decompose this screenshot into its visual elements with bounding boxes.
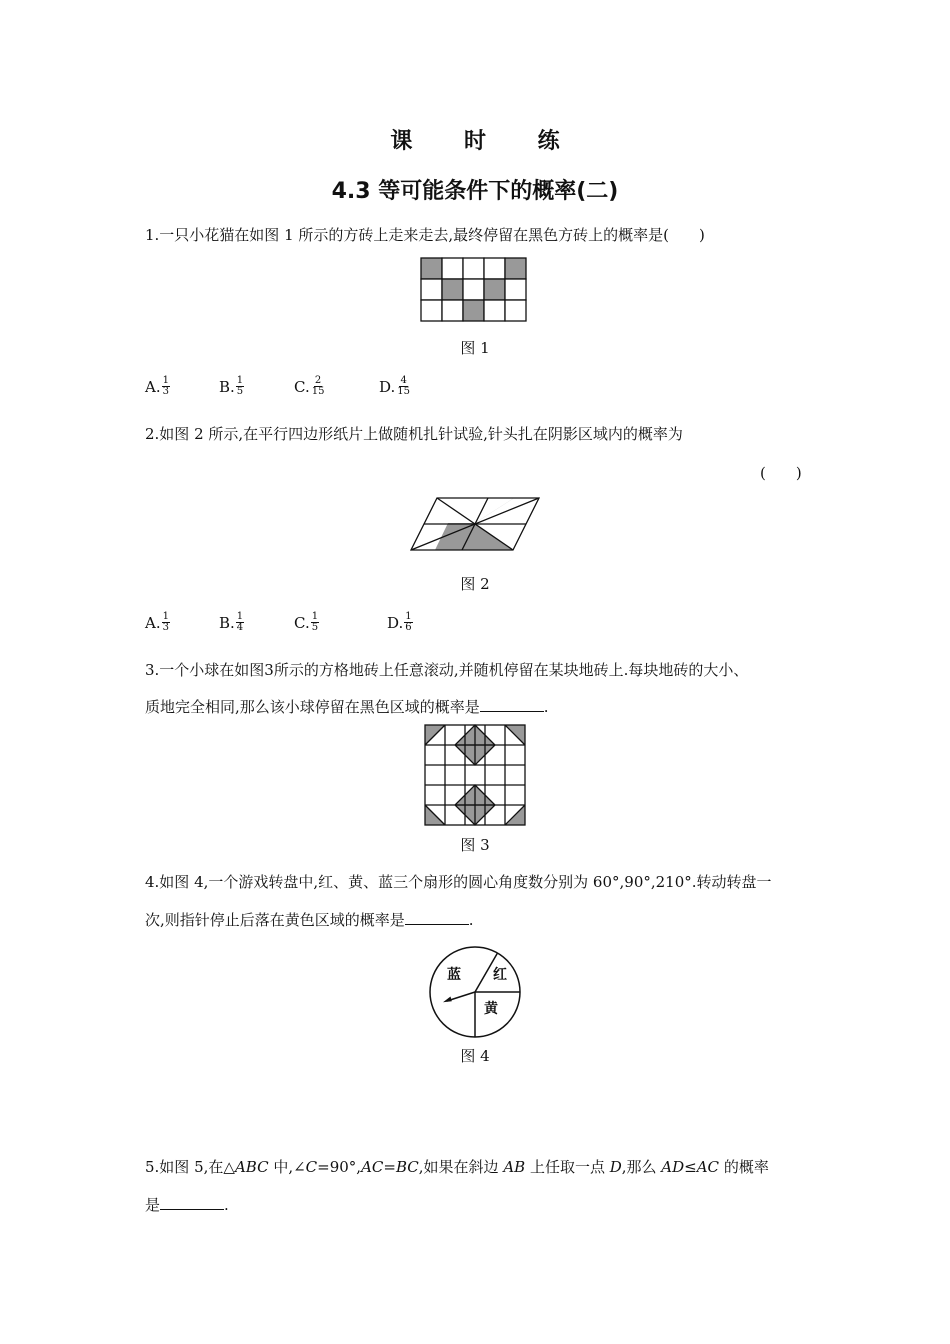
answer-blank[interactable] (405, 910, 469, 925)
q2-option-c[interactable]: C. $\frac{1}{5}$ (294, 611, 319, 633)
fraction: $\frac{2}{15}$ (311, 375, 325, 397)
fraction: $\frac{1}{6}$ (405, 611, 412, 633)
fraction: $\frac{1}{5}$ (236, 375, 244, 397)
sector-label-red: 红 (493, 967, 507, 983)
question-3-line-1: 3.一个小球在如图3所示的方格地砖上任意滚动,并随机停留在某块地砖上.每块地砖的大小、 (145, 661, 749, 679)
q1-option-c[interactable]: C. $\frac{2}{15}$ (294, 375, 325, 397)
question-5-line-2: 是 . (145, 1196, 229, 1214)
sector-label-blue: 蓝 (447, 967, 461, 983)
figure-1-tile-grid (419, 256, 531, 324)
question-5-line-1: 5.如图 5,在△ABC 中,∠C=90°,AC=BC,如果在斜边 AB 上任取一点 D,那么 AD≤AC 的概率 (145, 1158, 769, 1176)
lesson-title: 4.3 等可能条件下的概率(二) (331, 179, 619, 204)
fraction: $\frac{4}{15}$ (397, 375, 410, 397)
question-2-text: 2.如图 2 所示,在平行四边形纸片上做随机扎针试验,针头扎在阴影区域内的概率为 (145, 425, 683, 443)
pointer-arrow-icon (443, 997, 452, 1003)
answer-blank[interactable] (160, 1195, 224, 1210)
figure-4-spinner (427, 944, 523, 1040)
q2-option-b[interactable]: B. $\frac{1}{4}$ (219, 611, 244, 633)
figure-1-caption: 图 1 (460, 339, 490, 357)
fraction: $\frac{1}{5}$ (311, 611, 319, 633)
q1-option-b[interactable]: B. $\frac{1}{5}$ (219, 375, 244, 397)
q1-option-a[interactable]: A. $\frac{1}{3}$ (145, 375, 169, 397)
q1-option-d[interactable]: D. $\frac{4}{15}$ (379, 375, 410, 397)
fraction: $\frac{1}{3}$ (162, 375, 169, 397)
worksheet-title: 课 时 练 (390, 129, 582, 154)
q2-option-a[interactable]: A. $\frac{1}{3}$ (145, 611, 169, 633)
figure-4-caption: 图 4 (460, 1047, 490, 1065)
answer-parenthesis: ( ) (760, 464, 802, 482)
fraction: $\frac{1}{3}$ (162, 611, 169, 633)
q2-option-d[interactable]: D. $\frac{1}{6}$ (387, 611, 412, 633)
figure-3-caption: 图 3 (460, 836, 490, 854)
fraction: $\frac{1}{4}$ (236, 611, 244, 633)
question-4-line-2: 次,则指针停止后落在黄色区域的概率是 . (145, 911, 474, 929)
figure-2-caption: 图 2 (460, 575, 490, 593)
sector-label-yellow: 黄 (484, 1001, 498, 1017)
question-1-text: 1.一只小花猫在如图 1 所示的方砖上走来走去,最终停留在黑色方砖上的概率是( ) (145, 226, 705, 244)
figure-2-parallelogram (405, 492, 545, 556)
question-3-line-2: 质地完全相同,那么该小球停留在黑色区域的概率是 . (145, 698, 549, 716)
figure-3-floor-tiles (422, 722, 528, 828)
answer-blank[interactable] (480, 697, 544, 712)
question-4-line-1: 4.如图 4,一个游戏转盘中,红、黄、蓝三个扇形的圆心角度数分别为 60°,90°,210°.转动转盘一 (145, 873, 772, 891)
